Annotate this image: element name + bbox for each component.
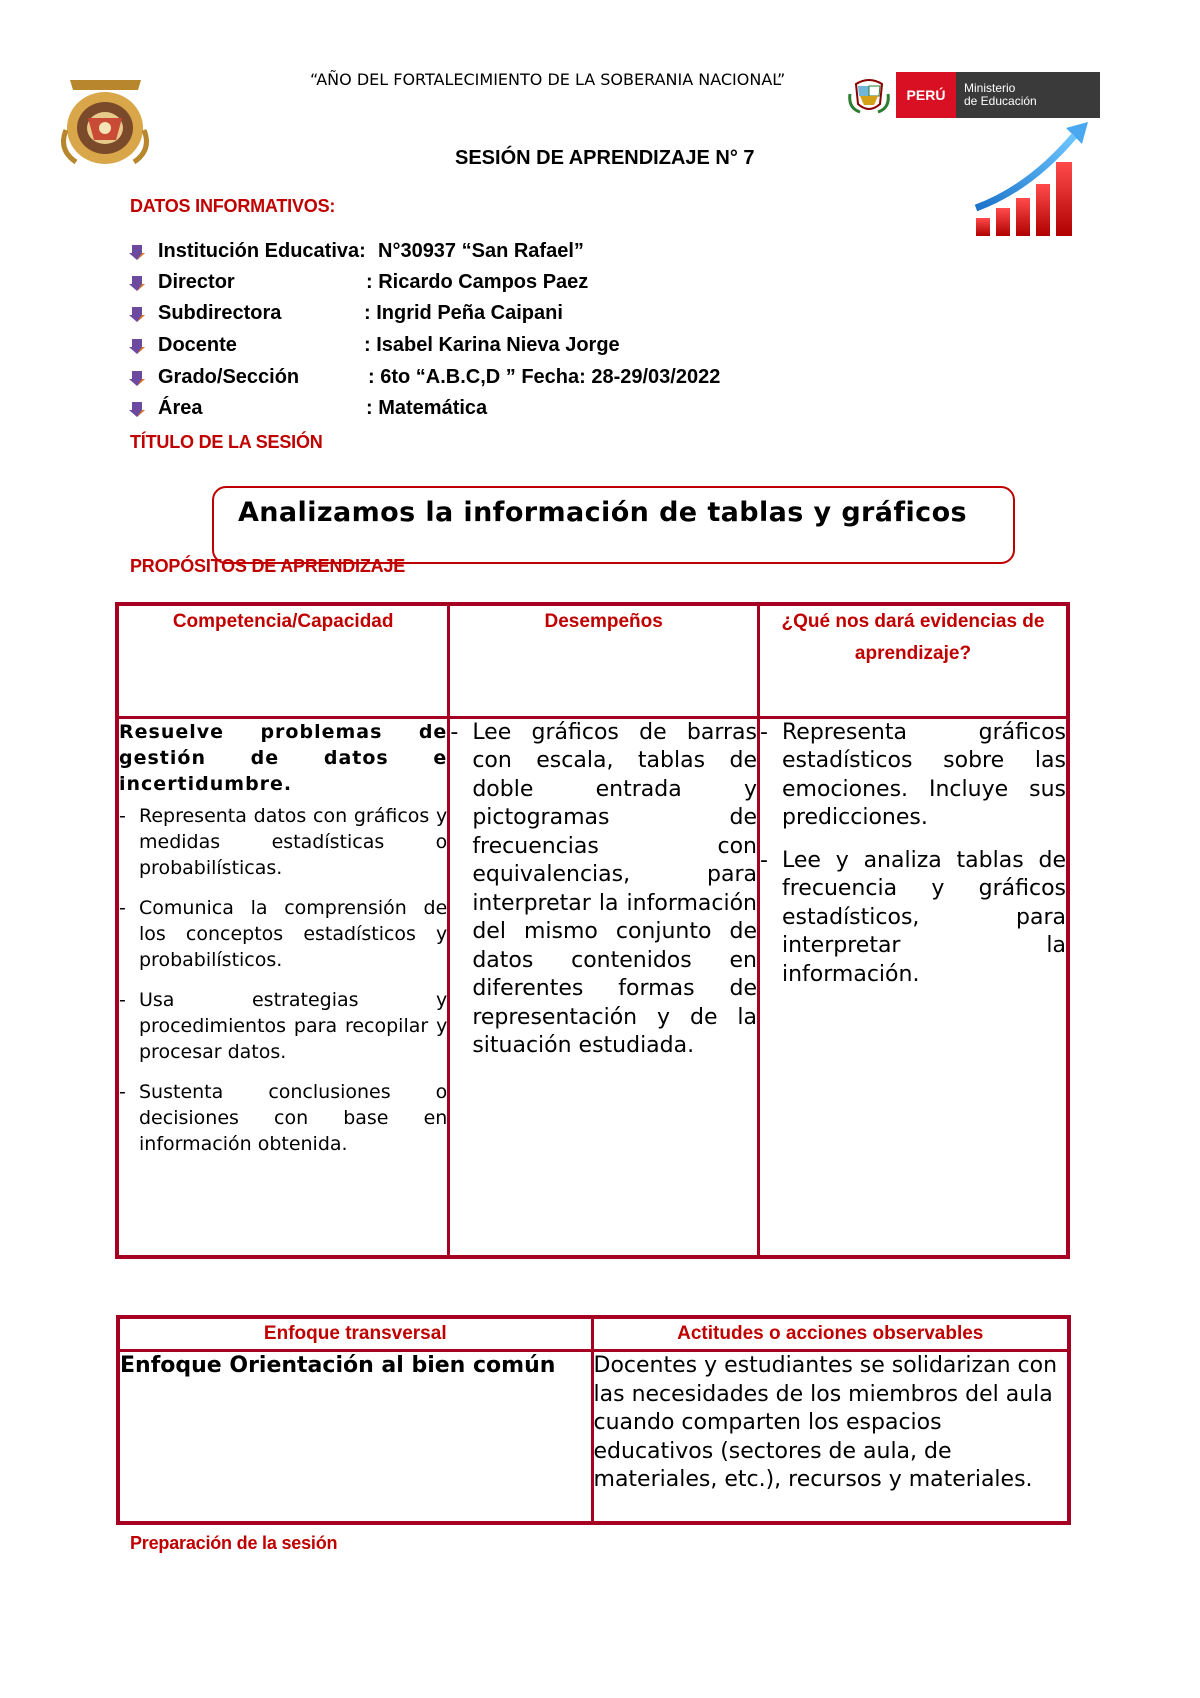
propositos-label: PROPÓSITOS DE APRENDIZAJE (130, 556, 406, 576)
enfoque-cell: Enfoque Orientación al bien común (118, 1351, 592, 1523)
header-evidencias-text: ¿Qué nos dará evidencias de aprendizaje? (781, 611, 1045, 664)
capacidad-text: Comunica la comprensión de los conceptos estadísticos y probabilísticos. (139, 896, 448, 971)
info-value: : Matemática (366, 397, 488, 419)
growth-bar-chart-icon (970, 118, 1098, 240)
bullet-arrow-icon (128, 243, 146, 261)
bullet-arrow-icon (128, 274, 146, 292)
info-label: Grado/Sección (158, 366, 300, 388)
info-label: Docente (158, 334, 237, 356)
bullet-arrow-icon (128, 369, 146, 387)
titulo-sesion-label: TÍTULO DE LA SESIÓN (130, 432, 323, 452)
competencias-header-row (117, 604, 1068, 717)
header-competencia (117, 604, 449, 717)
enfoque-header-row (118, 1317, 1069, 1351)
info-label: Institución Educativa: (158, 240, 366, 262)
peru-coat-of-arms-icon (848, 74, 890, 116)
bullet-arrow-icon (128, 400, 146, 418)
actitudes-cell: Docentes y estudiantes se solidarizan con las necesidades de los miembros del aula cuando comparten los espacios educativos (sectores de aula, de materiales, etc.), recursos y materiales. (592, 1351, 1069, 1523)
header-competencia-text: Competencia/Capacidad (172, 611, 394, 632)
capacidad-item: - Comunica la comprensión de los conceptos estadísticos y probabilísticos. (119, 896, 448, 971)
evidencia-item: - Lee y analiza tablas de frecuencia y gráficos estadísticos, para interpretar la información. (760, 847, 1066, 987)
ministry-name-block (956, 72, 1100, 118)
competencias-table (115, 602, 1070, 1259)
capacidad-text: Sustenta conclusiones o decisiones con base en información obtenida. (139, 1080, 448, 1155)
capacidad-item: - Sustenta conclusiones o decisiones con base en información obtenida. (119, 1080, 448, 1155)
session-title: SESIÓN DE APRENDIZAJE N° 7 (455, 147, 755, 169)
capacidad-item: - Usa estrategias y procedimientos para recopilar y procesar datos. (119, 988, 448, 1063)
info-value: N°30937 “San Rafael” (378, 240, 584, 262)
competencia-title: Resuelve problemas de gestión de datos e incertidumbre. (119, 720, 448, 795)
competencia-cell (117, 717, 449, 1257)
header-evidencias (759, 604, 1069, 717)
header-motto: “AÑO DEL FORTALECIMIENTO DE LA SOBERANIA NACIONAL” (310, 70, 786, 89)
ministry-logo (848, 72, 1100, 118)
evidencia-text: Representa gráficos estadísticos sobre las emociones. Incluye sus predicciones. (782, 719, 1066, 830)
desempeno-item: - Lee gráficos de barras con escala, tablas de doble entrada y pictogramas de frecuencias con equivalencias, para interpretar la información del mismo conjunto de datos contenidos en diferentes formas de representación y de la situación estudiada. (450, 719, 757, 1058)
header-desempenos-text: Desempeños (544, 611, 663, 632)
info-value: : Isabel Karina Nieva Jorge (364, 334, 620, 356)
datos-informativos-label: DATOS INFORMATIVOS: (130, 196, 336, 216)
header-desempenos (449, 604, 759, 717)
info-label: Subdirectora (158, 302, 282, 324)
evidencia-text: Lee y analiza tablas de frecuencia y gráficos estadísticos, para interpretar la información. (782, 847, 1066, 987)
header-enfoque: Enfoque transversal (118, 1317, 592, 1351)
capacidad-text: Representa datos con gráficos y medidas estadísticas o probabilísticas. (139, 804, 448, 879)
evidencias-cell (759, 717, 1069, 1257)
enfoque-table (116, 1315, 1071, 1525)
desempenos-cell (449, 717, 759, 1257)
bullet-arrow-icon (128, 305, 146, 323)
preparacion-label: Preparación de la sesión (130, 1533, 338, 1553)
bullet-arrow-icon (128, 337, 146, 355)
header-actitudes: Actitudes o acciones observables (592, 1317, 1069, 1351)
info-value: : Ingrid Peña Caipani (364, 302, 563, 324)
info-label: Área (158, 397, 203, 419)
enfoque-body-row (118, 1351, 1069, 1523)
info-value: : 6to “A.B.C,D ” Fecha: 28-29/03/2022 (368, 366, 721, 388)
ministry-name-line1: Ministerio (964, 81, 1016, 95)
ministry-country-label: PERÚ (906, 87, 946, 103)
capacidad-text: Usa estrategias y procedimientos para recopilar y procesar datos. (139, 988, 448, 1063)
info-label: Director (158, 271, 235, 293)
ministry-name-line2: de Educación (964, 94, 1037, 108)
session-topic: Analizamos la información de tablas y gráficos (238, 497, 968, 528)
competencias-body-row (117, 717, 1068, 1257)
capacidad-item: - Representa datos con gráficos y medidas estadísticas o probabilísticas. (119, 804, 448, 879)
school-crest-icon (58, 70, 153, 170)
desempeno-text: Lee gráficos de barras con escala, tablas de doble entrada y pictogramas de frecuencias con equivalencias, para interpretar la información del mismo conjunto de datos contenidos en diferentes formas de representación y de la situación estudiada. (472, 719, 757, 1058)
evidencia-item: - Representa gráficos estadísticos sobre las emociones. Incluye sus predicciones. (760, 719, 1066, 830)
info-value: : Ricardo Campos Paez (366, 271, 589, 293)
ministry-country-block (896, 72, 956, 118)
